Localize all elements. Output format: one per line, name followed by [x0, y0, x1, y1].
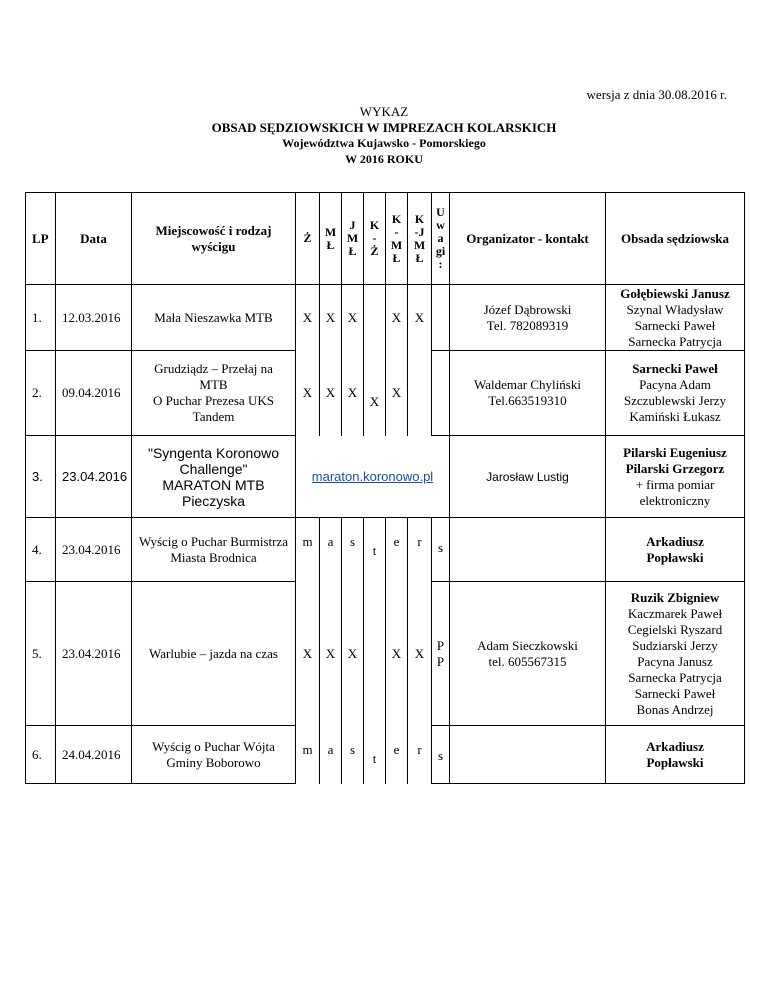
header-cat-3 [342, 193, 364, 285]
category-flag-value: m [302, 534, 313, 549]
organizer-line: Waldemar Chyliński [474, 377, 581, 392]
organizer-lines [452, 469, 603, 485]
header-char: K [414, 211, 425, 226]
category-flag [364, 726, 386, 784]
referees-line: Sarnecki Paweł [634, 317, 716, 333]
category-flag-value: X [325, 309, 336, 325]
row-place [132, 436, 296, 518]
referees-line: Popławski [646, 754, 704, 770]
header-place: Miejscowość i rodzaj wyścigu [132, 193, 296, 285]
header-char: Ż [370, 244, 379, 258]
row-referees [606, 726, 745, 784]
category-flag [386, 285, 408, 351]
place-line: O Puchar Prezesa UKS [153, 393, 274, 408]
referees-lines [608, 590, 742, 718]
referees-line: Pilarski Grzegorz [625, 460, 725, 476]
category-flag [408, 351, 432, 436]
category-flag-value: X [391, 645, 402, 661]
referees-line: Szynal Władysław [626, 301, 724, 317]
row-referees [606, 285, 745, 351]
header-char: M [413, 237, 426, 252]
referees-line: Sarnecka Patrycja [628, 669, 722, 685]
place-line: MTB [199, 377, 228, 392]
organizer-lines [452, 377, 603, 409]
row-referees [606, 436, 745, 518]
row-organizer [450, 351, 606, 436]
category-flag-value: X [347, 645, 358, 661]
referees-line: Bonas Andrzej [636, 701, 714, 717]
organizer-lines [452, 638, 603, 670]
table-header-row [26, 193, 745, 285]
referees-line: Cegielski Ryszard [627, 621, 723, 637]
category-flag-value: a [327, 741, 334, 757]
row-organizer [450, 436, 606, 518]
referees-line: elektroniczny [639, 492, 711, 508]
header-cat-4 [364, 193, 386, 285]
version-date: wersja z dnia 30.08.2016 r. [586, 87, 727, 102]
heading-subtitle: OBSAD SĘDZIOWSKICH W IMPREZACH KOLARSKICH [211, 120, 557, 135]
organizer-line: Tel.663519310 [488, 393, 567, 408]
referees-line: + firma pomiar [635, 476, 715, 492]
header-char: Ł [326, 237, 335, 252]
organizer-lines [452, 302, 603, 334]
referees-line: Pacyna Janusz [637, 653, 713, 669]
category-flag [386, 726, 408, 784]
category-flag-value: X [302, 309, 313, 325]
referees-line: Pilarski Eugeniusz [623, 444, 727, 460]
referees-line: Kaczmarek Paweł [627, 605, 723, 621]
referees-lines [608, 445, 742, 509]
header-char: K [391, 211, 402, 226]
header-char: J [349, 218, 356, 232]
header-char: a [437, 231, 444, 245]
row-note-text: s [437, 748, 444, 763]
row-date: 23.04.2016 [56, 436, 132, 518]
place-line: Mała Nieszawka MTB [154, 309, 273, 325]
place-lines [134, 534, 293, 566]
header-char: U [436, 205, 445, 219]
category-flag [320, 582, 342, 726]
category-flag-value: X [414, 645, 425, 661]
row-lp: 4. [26, 518, 56, 582]
category-flag-value: r [417, 534, 422, 549]
row-note [432, 518, 450, 582]
row-note-text: s [437, 540, 444, 555]
row-organizer [450, 518, 606, 582]
referees-line: Pacyna Adam [639, 377, 711, 392]
header-char: Ł [415, 250, 424, 265]
header-char: - [394, 224, 399, 239]
header-cat-2 [320, 193, 342, 285]
row-lp: 3. [26, 436, 56, 518]
category-flag [386, 582, 408, 726]
referees-line: Szczublewski Jerzy [623, 393, 727, 408]
row-note [432, 582, 450, 726]
referees-lines [608, 739, 742, 771]
header-char: M [390, 237, 403, 252]
category-flag-value: s [349, 741, 356, 757]
category-flag [296, 582, 320, 726]
category-flag [364, 285, 386, 351]
header-char: Ł [348, 244, 357, 258]
category-flag-value: X [302, 385, 313, 400]
organizer-line: Adam Sieczkowski [477, 637, 578, 653]
header-char: M [346, 231, 359, 245]
category-flag-value: s [349, 534, 356, 549]
category-flag-value: X [391, 309, 402, 325]
row-note [432, 285, 450, 351]
category-flag-value: m [302, 741, 313, 757]
row-referees [606, 582, 745, 726]
row-organizer [450, 582, 606, 726]
header-char: K [369, 218, 380, 232]
category-flag [342, 285, 364, 351]
category-flag-value: t [372, 543, 377, 558]
category-flag-value: X [414, 309, 425, 325]
table-row [26, 518, 745, 582]
place-lines [134, 361, 293, 425]
place-line: Warlubie – jazda na czas [149, 645, 278, 661]
category-flag-value: X [347, 309, 358, 325]
category-flag [320, 285, 342, 351]
row-place [132, 726, 296, 784]
header-cat-1 [296, 193, 320, 285]
category-flag-value: X [325, 385, 336, 400]
referees-line: Arkadiusz [646, 533, 704, 549]
place-lines [134, 646, 293, 662]
header-referees: Obsada sędziowska [606, 193, 745, 285]
place-line: Challenge" [179, 460, 248, 477]
row-organizer [450, 285, 606, 351]
referees-lines [608, 534, 742, 566]
table-row [26, 726, 745, 784]
referees-line: Gołębiewski Janusz [620, 285, 730, 301]
category-flag [408, 582, 432, 726]
category-flag [296, 518, 320, 582]
category-flag [364, 351, 386, 436]
category-flag [296, 285, 320, 351]
category-flag-value: a [327, 534, 334, 549]
category-flag [408, 285, 432, 351]
row-date: 23.04.2016 [56, 518, 132, 582]
category-flag [408, 726, 432, 784]
category-flag [342, 351, 364, 436]
place-line: Tandem [192, 409, 235, 424]
row-note [432, 726, 450, 784]
category-flag [320, 518, 342, 582]
row-date: 24.04.2016 [56, 726, 132, 784]
header-lp: LP [26, 193, 56, 285]
organizer-line: Józef Dąbrowski [483, 301, 572, 317]
referee-table [25, 192, 745, 784]
header-char: w [436, 218, 445, 232]
row-place [132, 518, 296, 582]
category-flag-value: r [417, 741, 422, 757]
row-lp: 5. [26, 582, 56, 726]
place-line: Wyścig o Puchar Wójta [152, 738, 275, 754]
category-flag [296, 351, 320, 436]
place-line: Miasta Brodnica [170, 549, 257, 565]
header-char: gi [435, 244, 446, 258]
category-flag [342, 582, 364, 726]
category-flag-value: e [393, 534, 400, 549]
row-place [132, 285, 296, 351]
row-lp: 2. [26, 351, 56, 436]
place-line: Wyścig o Puchar Burmistrza [138, 533, 289, 549]
place-line: "Syngenta Koronowo [147, 444, 280, 461]
header-cat-5 [386, 193, 408, 285]
place-lines [134, 310, 293, 326]
header-cat-6 [408, 193, 432, 285]
row-note [432, 351, 450, 436]
referees-line: Sarnecka Patrycja [628, 333, 722, 349]
row-lp: 1. [26, 285, 56, 351]
header-notes [432, 193, 450, 285]
category-flag-value: X [302, 645, 313, 661]
category-flag [364, 582, 386, 726]
header-char: M [324, 224, 337, 239]
place-line: Grudziądz – Przełaj na [154, 361, 273, 376]
heading-year: W 2016 ROKU [345, 152, 423, 166]
heading-region: Województwa Kujawsko - Pomorskiego [282, 136, 486, 150]
header-char: : [438, 257, 443, 271]
row-organizer [450, 726, 606, 784]
category-flag [386, 518, 408, 582]
place-lines [134, 445, 293, 509]
category-flag [296, 726, 320, 784]
header-char: - [372, 231, 377, 245]
header-organizer: Organizator - kontakt [450, 193, 606, 285]
organizer-line: Tel. 782089319 [486, 317, 569, 333]
category-flag-value: X [391, 385, 402, 400]
referees-lines [608, 286, 742, 350]
row-date: 09.04.2016 [56, 351, 132, 436]
row-place [132, 582, 296, 726]
row-lp: 6. [26, 726, 56, 784]
category-flag [342, 726, 364, 784]
category-flag-value: e [393, 741, 400, 757]
category-flag [408, 518, 432, 582]
header-date: Data [56, 193, 132, 285]
organizer-line: tel. 605567315 [488, 653, 567, 669]
referees-line: Sarnecki Paweł [634, 685, 716, 701]
category-flag [320, 351, 342, 436]
row-date: 23.04.2016 [56, 582, 132, 726]
referees-line: Arkadiusz [646, 738, 704, 754]
header-char: Ż [303, 231, 312, 245]
place-line: Pieczyska [181, 492, 246, 509]
referees-line: Popławski [646, 549, 704, 565]
category-flag-value: X [325, 645, 336, 661]
row-referees [606, 351, 745, 436]
header-char: -J [414, 224, 425, 239]
organizer-line: Jarosław Lustig [486, 469, 569, 484]
category-flag-value: X [369, 394, 380, 409]
place-line: Gminy Boborowo [166, 754, 261, 770]
heading-title: WYKAZ [359, 104, 409, 119]
row-note-text: P P [436, 637, 445, 669]
table-row [26, 582, 745, 726]
place-lines [134, 739, 293, 771]
table-row [26, 436, 745, 518]
category-flag [342, 518, 364, 582]
category-flag-value: X [347, 385, 358, 400]
category-flag [364, 518, 386, 582]
row-referees [606, 518, 745, 582]
category-flag [320, 726, 342, 784]
referees-line: Sarnecki Paweł [632, 361, 718, 376]
place-line: MARATON MTB [162, 476, 265, 493]
row-link-cell [296, 436, 450, 518]
table-row [26, 351, 745, 436]
referees-line: Sudziarski Jerzy [632, 637, 718, 653]
row-date: 12.03.2016 [56, 285, 132, 351]
row-place [132, 351, 296, 436]
category-flag-value: t [372, 750, 377, 766]
referees-lines [608, 361, 742, 425]
table-row [26, 285, 745, 351]
referees-line: Ruzik Zbigniew [630, 589, 720, 605]
header-char: Ł [392, 250, 401, 265]
maraton-link[interactable]: maraton.koronowo.pl [311, 468, 434, 484]
category-flag [386, 351, 408, 436]
referees-line: Kamiński Łukasz [629, 409, 721, 424]
